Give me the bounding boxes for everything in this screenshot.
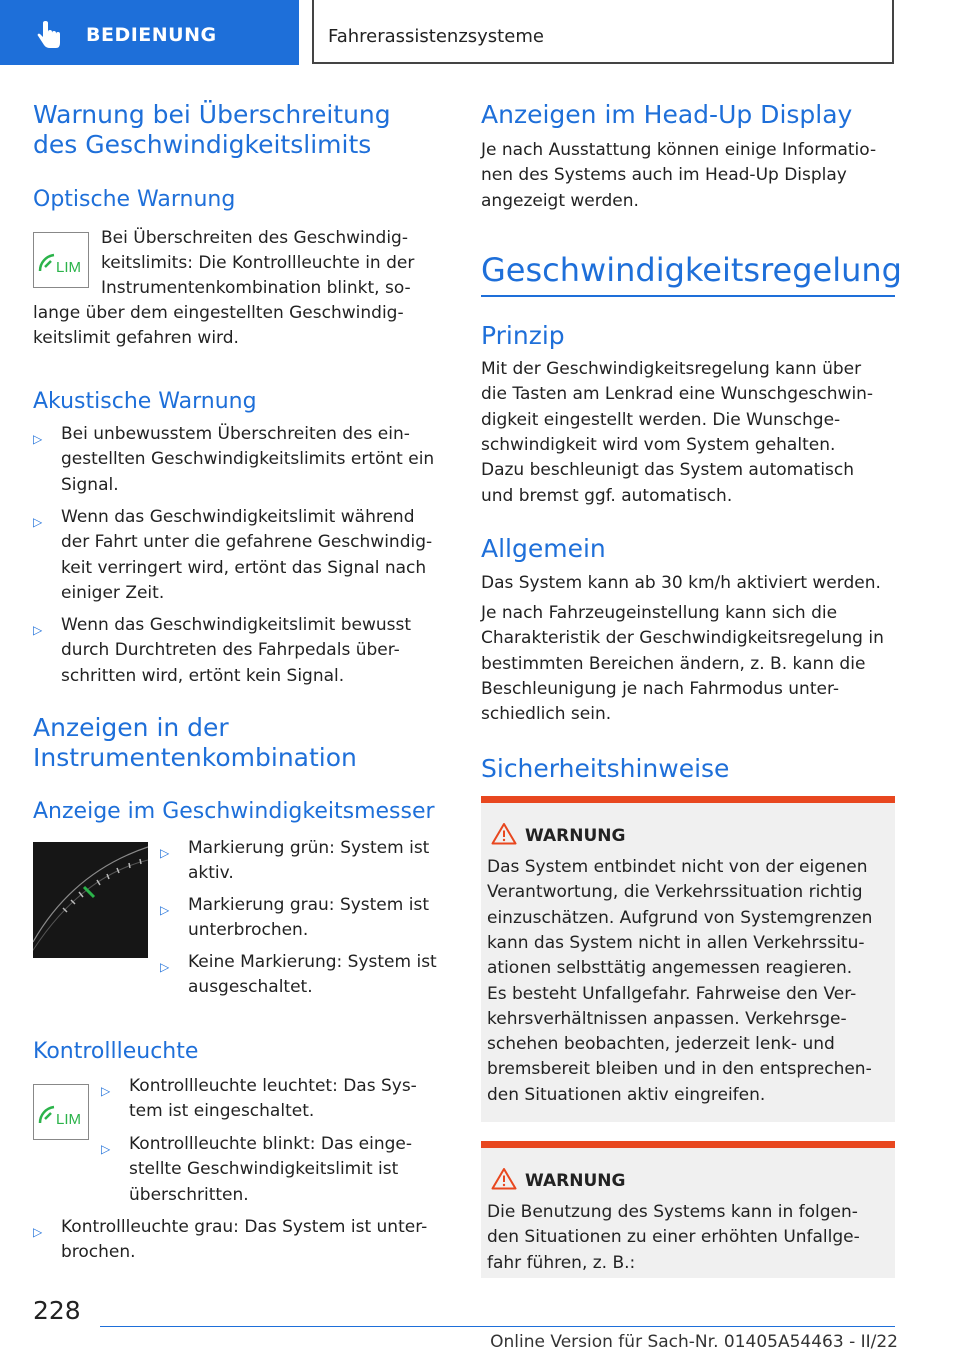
bullet-triangle-icon: ▷ bbox=[160, 846, 170, 860]
warning-bar bbox=[481, 796, 895, 803]
warning-text-line: Das System entbindet nicht von der eigenen bbox=[487, 857, 868, 877]
bullet-text-line: Kontrollleuchte leuchtet: Das Sys- bbox=[129, 1076, 417, 1096]
bullet-text-line: Kontrollleuchte grau: Das System ist unter- bbox=[61, 1217, 428, 1237]
bullet-triangle-icon: ▷ bbox=[101, 1084, 111, 1098]
heading-speed-warning: Warnung bei Überschreitung des Geschwindigkeitslimits bbox=[33, 100, 391, 159]
bullet-text-line: Wenn das Geschwindigkeitslimit während bbox=[61, 507, 415, 527]
warning-text-line: kehrsverhältnissen anpassen. Verkehrsge- bbox=[487, 1008, 847, 1029]
bullet-text-line: schritten wird, ertönt kein Signal. bbox=[61, 665, 345, 686]
bullet-text-line: tem ist eingeschaltet. bbox=[129, 1101, 315, 1122]
text-line: Dazu beschleunigt das System automatisch bbox=[481, 460, 855, 481]
warning-box-1 bbox=[481, 796, 895, 1122]
optical-text-line: Bei Überschreiten des Geschwindig- bbox=[101, 228, 408, 248]
text-line: angezeigt werden. bbox=[481, 190, 639, 211]
heading-acoustic-warning: Akustische Warnung bbox=[33, 389, 257, 414]
bullet-text-line: einiger Zeit. bbox=[61, 582, 165, 603]
warning-title: WARNUNG bbox=[525, 826, 626, 846]
heading-safety: Sicherheitshinweise bbox=[481, 754, 730, 783]
bullet-text-line: keit verringert wird, ertönt das Signal nach bbox=[61, 557, 427, 578]
lim-indicator-icon bbox=[33, 232, 89, 288]
bullet-text-line: Wenn das Geschwindigkeitslimit bewusst bbox=[61, 615, 412, 635]
optical-text-line: keitslimits: Die Kontrollleuchte in der bbox=[101, 253, 415, 273]
section-tab bbox=[0, 0, 299, 65]
hand-pointer-icon bbox=[34, 20, 66, 52]
optical-text-line: Instrumentenkombination blinkt, so- bbox=[101, 278, 411, 298]
heading-speedometer: Anzeige im Geschwindigkeitsmesser bbox=[33, 799, 435, 824]
bullet-text-line: der Fahrt unter die gefahrene Geschwindig- bbox=[61, 532, 433, 553]
heading-cruise-control: Geschwindigkeitsregelung bbox=[481, 251, 902, 289]
warning-bar bbox=[481, 1141, 895, 1148]
warning-text-line: kann das System nicht in allen Verkehrssitu- bbox=[487, 932, 865, 953]
warning-text-line: bremsbereit bleiben und in den entsprechen- bbox=[487, 1059, 872, 1080]
text-line: Charakteristik der Geschwindigkeitsregelung in bbox=[481, 628, 884, 649]
warning-text-line: fahr führen, z. B.: bbox=[487, 1252, 636, 1273]
bullet-triangle-icon: ▷ bbox=[33, 1225, 43, 1239]
bullet-triangle-icon: ▷ bbox=[101, 1142, 111, 1156]
warning-text-line: ationen selbsttätig angemessen reagieren. bbox=[487, 958, 853, 979]
chapter-title-box bbox=[312, 0, 894, 64]
bullet-text-line: Keine Markierung: System ist bbox=[188, 952, 437, 972]
warning-title: WARNUNG bbox=[525, 1171, 626, 1191]
bullet-text-line: unterbrochen. bbox=[188, 920, 309, 941]
bullet-text-line: Kontrollleuchte blinkt: Das einge- bbox=[129, 1134, 412, 1154]
speedometer-image bbox=[33, 842, 148, 958]
bullet-text-line: Markierung grau: System ist bbox=[188, 895, 429, 915]
bullet-text-line: stellte Geschwindigkeitslimit ist bbox=[129, 1159, 399, 1180]
bullet-text-line: durch Durchtreten des Fahrpedals über- bbox=[61, 640, 400, 661]
bullet-text-line: aktiv. bbox=[188, 863, 234, 884]
text-line: die Tasten am Lenkrad eine Wunschgeschwin- bbox=[481, 384, 874, 405]
heading-instrument-line-2: Instrumentenkombination bbox=[33, 743, 357, 772]
warning-text-line: den Situationen aktiv eingreifen. bbox=[487, 1084, 766, 1105]
heading-general: Allgemein bbox=[481, 534, 606, 563]
bullet-triangle-icon: ▷ bbox=[33, 515, 43, 529]
bullet-triangle-icon: ▷ bbox=[33, 623, 43, 637]
heading-principle: Prinzip bbox=[481, 321, 565, 350]
text-line: Beschleunigung je nach Fahrmodus unter- bbox=[481, 678, 839, 699]
section-label: BEDIENUNG bbox=[86, 24, 217, 46]
text-line: Je nach Fahrzeugeinstellung kann sich die bbox=[481, 603, 838, 623]
bullet-text-line: Markierung grün: System ist bbox=[188, 838, 430, 858]
heading-indicator: Kontrollleuchte bbox=[33, 1039, 199, 1064]
text-line: digkeit eingestellt werden. Die Wunschge- bbox=[481, 409, 841, 430]
bullet-triangle-icon: ▷ bbox=[160, 903, 170, 917]
text-line: schiedlich sein. bbox=[481, 704, 612, 725]
page-number: 228 bbox=[33, 1296, 81, 1325]
bullet-text-line: gestellten Geschwindigkeitslimits ertönt ein bbox=[61, 449, 435, 470]
warning-text-line: Verantwortung, die Verkehrssituation richtig bbox=[487, 882, 863, 903]
warning-triangle-icon bbox=[491, 1167, 517, 1190]
warning-text-line: schehen beobachten, jederzeit lenk- und bbox=[487, 1034, 835, 1055]
heading-instrument-line-1: Anzeigen in der bbox=[33, 713, 229, 742]
online-version-note: Online Version für Sach-Nr. 01405A54463 - II/22 bbox=[490, 1332, 898, 1352]
text-line: schwindigkeit wird vom System gehalten. bbox=[481, 434, 836, 455]
bullet-triangle-icon: ▷ bbox=[160, 960, 170, 974]
optical-text-line: lange über dem eingestellten Geschwindig- bbox=[33, 303, 404, 323]
bullet-text-line: überschritten. bbox=[129, 1184, 249, 1205]
warning-text-line: einzuschätzen. Aufgrund von Systemgrenzen bbox=[487, 907, 873, 928]
footer-divider bbox=[100, 1326, 895, 1327]
bullet-triangle-icon: ▷ bbox=[33, 432, 43, 446]
warning-box-2 bbox=[481, 1141, 895, 1278]
bullet-text-line: brochen. bbox=[61, 1242, 136, 1263]
warning-text-line: Die Benutzung des Systems kann in folgen- bbox=[487, 1202, 858, 1222]
heading-hud: Anzeigen im Head-Up Display bbox=[481, 100, 853, 129]
text-line: bestimmten Bereichen ändern, z. B. kann die bbox=[481, 653, 866, 674]
bullet-text-line: ausgeschaltet. bbox=[188, 977, 313, 998]
bullet-text-line: Bei unbewusstem Überschreiten des ein- bbox=[61, 424, 410, 444]
bullet-text-line: Signal. bbox=[61, 474, 119, 495]
heading-optical-warning: Optische Warnung bbox=[33, 187, 236, 212]
lim-indicator-icon-2 bbox=[33, 1084, 89, 1140]
warning-text-line: Es besteht Unfallgefahr. Fahrweise den Ver- bbox=[487, 983, 857, 1004]
heading-underline bbox=[481, 295, 895, 297]
text-line: und bremst ggf. automatisch. bbox=[481, 485, 733, 506]
warning-triangle-icon bbox=[491, 822, 517, 845]
text-line: nen des Systems auch im Head-Up Display bbox=[481, 165, 847, 186]
optical-text-line: keitslimit gefahren wird. bbox=[33, 328, 239, 348]
svg-text:LIM: LIM bbox=[56, 259, 82, 276]
text-line: Je nach Ausstattung können einige Informatio- bbox=[481, 140, 877, 160]
text-line: Mit der Geschwindigkeitsregelung kann über bbox=[481, 359, 862, 379]
warning-text-line: den Situationen zu einer erhöhten Unfallge- bbox=[487, 1227, 860, 1248]
chapter-title: Fahrerassistenzsysteme bbox=[328, 26, 544, 47]
svg-text:LIM: LIM bbox=[56, 1111, 82, 1128]
general-text-1: Das System kann ab 30 km/h aktiviert werden. bbox=[481, 573, 881, 593]
